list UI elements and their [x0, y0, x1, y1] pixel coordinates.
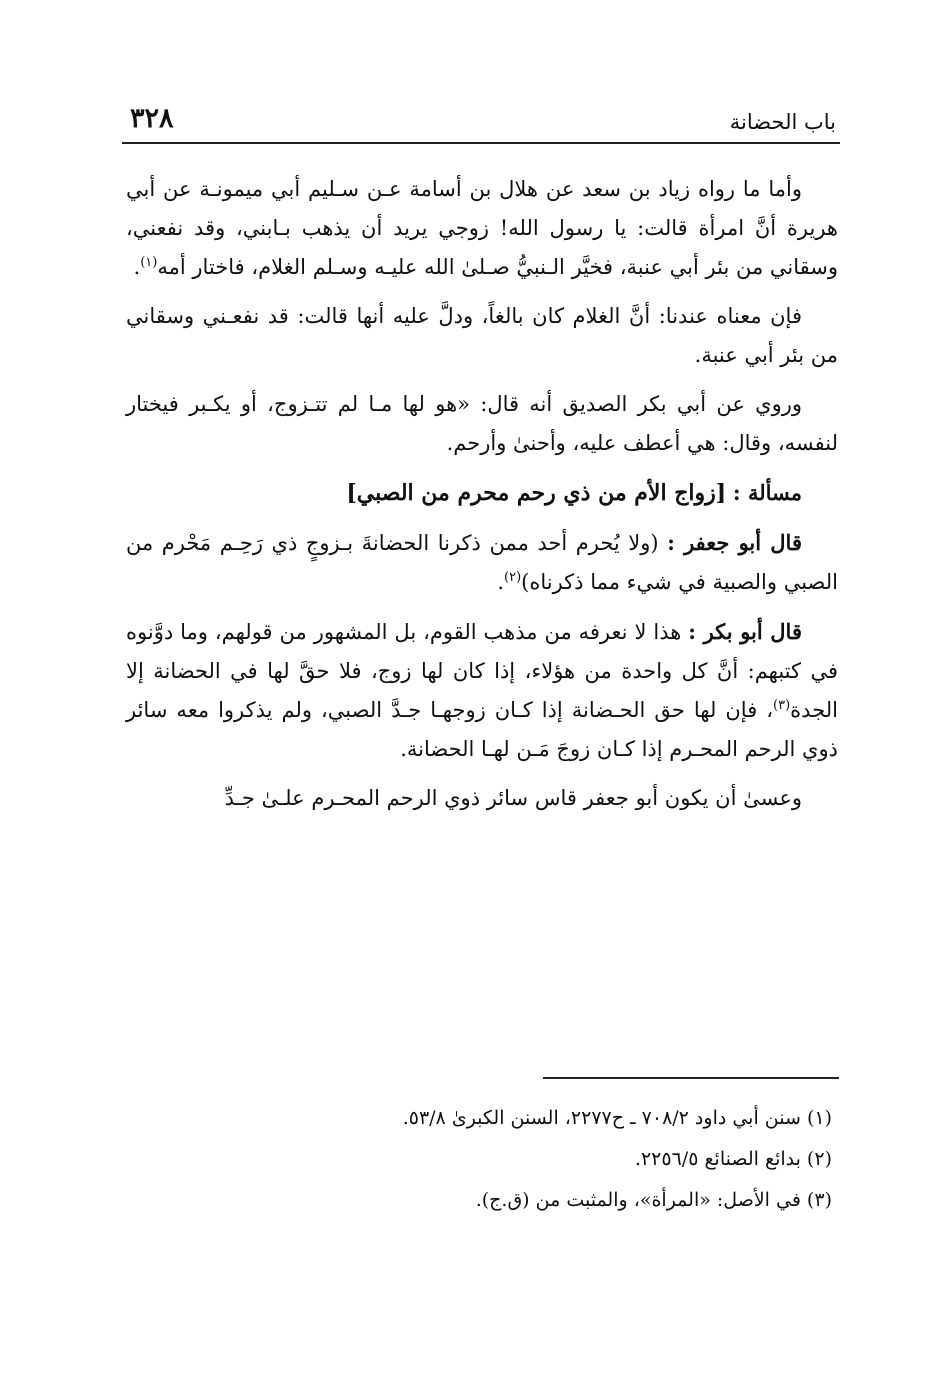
page-header: [122, 94, 840, 144]
footnote-ref: (١): [140, 255, 158, 270]
page-number: ٣٢٨: [130, 103, 174, 134]
footnote: (٢) بدائع الصنائع ٢٢٥٦/٥.: [634, 1148, 832, 1170]
paragraph-text: (ولا يُحرم أحد ممن ذكرنا الحضانةَ بـزوجٍ ذي رَحِـم مَحْرم من الصبي والصبية في شيء مما ذكرناه): [126, 531, 838, 594]
section-heading: [126, 473, 838, 513]
footnote-ref: (٣): [773, 698, 791, 713]
paragraph-tail: ، فإن لها حق الحـضانة إذا كـان زوجهـا جـدَّ الصبي، ولم يذكروا معه سائر ذوي الرحم المحـرم إذا كـان زوجَ مَـن لهـا الحضانة.: [126, 698, 838, 761]
heading-label: مسألة :: [732, 480, 802, 505]
footnotes: [126, 1098, 838, 1221]
paragraph: [126, 779, 838, 818]
footnote-divider: [543, 1077, 839, 1079]
paragraph-text: وأما ما رواه زياد بن سعد عن هلال بن أسامة عـن سـليم أبي ميمونـة عن أبي هريرة أنَّ امرأة قالت: يا رسول الله! زوجي يريد أن يذهب بـابني، وقد نفعني، وسقاني من بئر أبي عنبة، فخيَّر الـنبيُّ صـلىٰ الله عليـه وسـلم الغلام، فاختار أمه: [126, 177, 838, 279]
paragraph-tail: .: [133, 255, 141, 279]
speaker-label: قال أبو جعفر :: [667, 530, 802, 555]
running-title: باب الحضانة: [729, 110, 836, 134]
paragraph: [126, 612, 838, 769]
paragraph-text: وروي عن أبي بكر الصديق أنه قال: «هو لها مـا لم تتـزوج، أو يكـبر فيختار لنفسه، وقال: هي أعطف عليه، وأحنىٰ وأرحم.: [126, 392, 838, 455]
paragraph: [126, 170, 838, 287]
footnote-ref: (٢): [504, 570, 522, 585]
paragraph: [126, 523, 838, 602]
paragraph-text: هذا لا نعرفه من مذهب القوم، بل المشهور من قولهم، وما دوَّنوه في كتبهم: أنَّ كل واحدة من هؤلاء، إذا كان لها زوج، فلا حقَّ لها في الحضانة إلا الجدة: [126, 620, 838, 722]
paragraph-tail: .: [497, 570, 504, 594]
speaker-label: قال أبو بكر :: [688, 619, 802, 644]
paragraph: [126, 385, 838, 463]
paragraph-text: فإن معناه عندنا: أنَّ الغلام كان بالغاً، ودلَّ عليه أنها قالت: قد نفعـني وسقاني من بئر أبي عنبة.: [126, 304, 838, 367]
main-text: [126, 170, 838, 828]
footnote: (١) سنن أبي داود ٧٠٨/٢ ـ ح٢٢٧٧، السنن الكبرىٰ ٥٣/٨.: [402, 1107, 832, 1129]
footnote: (٣) في الأصل: «المرأة»، والمثبت من (ق.ج).: [475, 1189, 832, 1211]
paragraph-text: وعسىٰ أن يكون أبو جعفر قاس سائر ذوي الرحم المحـرم علـىٰ جـدِّ: [224, 786, 802, 810]
paragraph: [126, 297, 838, 375]
heading-title: [زواج الأم من ذي رحم محرم من الصبي]: [346, 480, 727, 506]
